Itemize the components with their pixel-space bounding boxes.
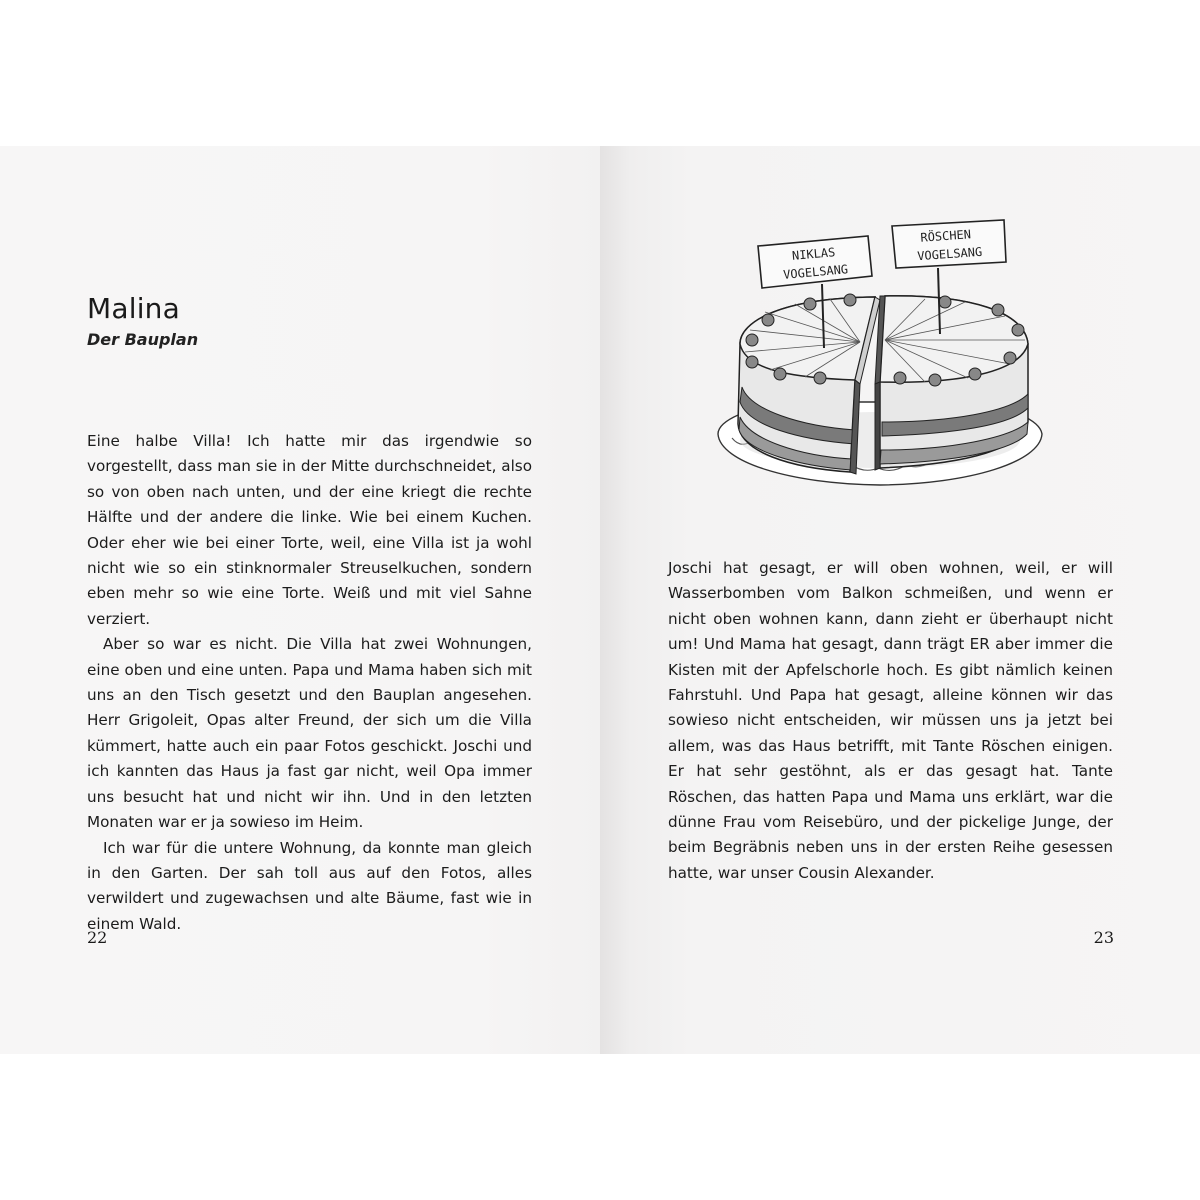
paragraph: Joschi hat gesagt, er will oben wohnen, weil, er will Wasserbomben vom Balkon schmeißen, und wenn er nicht oben wohnen kann, dann zieht er überhaupt nicht um! Und Mama hat gesagt, dann trägt ER aber immer die Kisten mit der Apfelschorle hoch. Es gibt nämlich keinen Fahrstuhl. Und Papa hat gesagt, alleine können wir das sowieso nicht entscheiden, wir müssen uns ja jetzt bei allem, was das Haus betrifft, mit Tante Röschen einigen. Er hat sehr gestöhnt, als er das gesagt hat. Tante Röschen, das hatten Papa und Mama uns erklärt, war die dünne Frau vom Reisebüro, und der pickelige Junge, der beim Begräbnis neben uns in der ersten Reihe gesessen hatte, war unser Cousin Alexander.	[668, 559, 1113, 882]
cake-illustration	[710, 212, 1050, 532]
sign-right-line2: VOGELSANG	[916, 244, 983, 264]
sign-left-line1: NIKLAS	[791, 245, 836, 263]
book-spread	[0, 146, 1200, 1054]
chapter-subtitle: Der Bauplan	[87, 330, 199, 349]
cake-right-half	[875, 296, 1028, 470]
sign-left-line2: VOGELSANG	[782, 262, 849, 282]
page-number-left: 22	[87, 928, 108, 947]
page-number-right: 23	[1093, 928, 1114, 947]
right-page	[600, 146, 1200, 1054]
right-page-body	[668, 556, 1113, 886]
paragraph: Aber so war es nicht. Die Villa hat zwei Wohnungen, eine oben und eine unten. Papa und Mama haben sich mit uns an den Tisch gesetzt und den Bauplan angesehen. Herr Grigoleit, Opas alter Freund, der sich um die Villa kümmert, hatte auch ein paar Fotos geschickt. Joschi und ich kannten das Haus ja fast gar nicht, weil Opa immer uns besucht hat und nicht wir ihn. Und in den letzten Monaten war er ja sowieso im Heim.	[87, 635, 532, 832]
left-page	[0, 146, 600, 1054]
paragraph: Ich war für die untere Wohnung, da konnte man gleich in den Garten. Der sah toll aus auf den Fotos, alles verwildert und zugewachsen und alte Bäume, fast wie in einem Wald.	[87, 838, 532, 933]
chapter-title: Malina	[87, 292, 180, 325]
paragraph: Eine halbe Villa! Ich hatte mir das irgendwie so vorgestellt, dass man sie in der Mitte durchschneidet, also so von oben nach unten, und der eine kriegt die rechte Hälfte und der andere die linke. Wie bei einem Kuchen. Oder eher wie bei einer Torte, weil, eine Villa ist ja wohl nicht wie so ein stinknormaler Streuselkuchen, sondern eben mehr so wie eine Torte. Weiß und mit viel Sahne verziert.	[87, 432, 532, 628]
left-page-body	[87, 429, 532, 937]
sign-right-line1: RÖSCHEN	[920, 227, 972, 245]
